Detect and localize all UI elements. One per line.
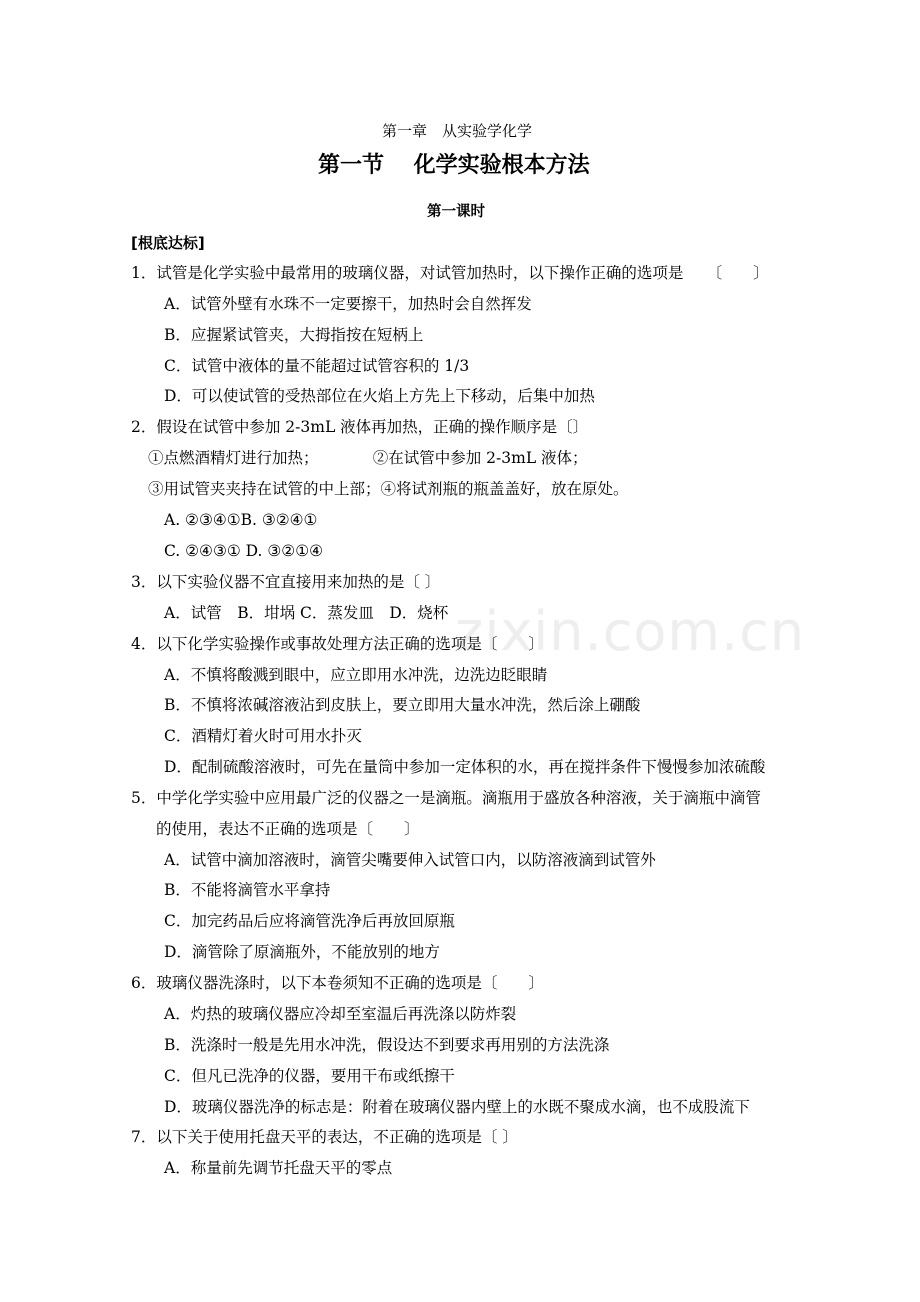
option-1b: B．应握紧试管夹，大拇指按在短柄上: [164, 326, 424, 344]
question-5: 5．中学化学实验中应用最广泛的仪器之一是滴瓶。滴瓶用于盛放各种溶液，关于滴瓶中滴管: [131, 789, 761, 807]
chapter-title: 第一章 从实验学化学: [382, 122, 533, 140]
option-4d: D．配制硫酸溶液时，可先在量筒中参加一定体积的水，再在搅拌条件下慢慢参加浓硫酸: [164, 758, 766, 776]
option-6d: D．玻璃仪器洗净的标志是：附着在玻璃仪器内壁上的水既不聚成水滴，也不成股流下: [164, 1098, 750, 1116]
question-7: 7．以下关于使用托盘天平的表达，不正确的选项是〔 〕: [131, 1128, 518, 1146]
question-2-steps-1: ①点燃酒精灯进行加热； ②在试管中参加 2-3mL 液体；: [148, 449, 588, 467]
question-3: 3．以下实验仪器不宜直接用来加热的是〔 〕: [131, 573, 441, 591]
option-1d: D．可以使试管的受热部位在火焰上方先上下移动，后集中加热: [164, 387, 595, 405]
question-6: 6．玻璃仪器洗涤时，以下本卷须知不正确的选项是〔 〕: [131, 974, 544, 992]
option-7a: A．称量前先调节托盘天平的零点: [164, 1159, 393, 1177]
question-2: 2．假设在试管中参加 2-3mL 液体再加热，正确的操作顺序是〔〕: [131, 418, 589, 436]
option-5c: C．加完药品后应将滴管洗净后再放回原瓶: [164, 912, 455, 930]
option-1c: C．试管中液体的量不能超过试管容积的 1/3: [164, 357, 470, 375]
option-1a: A．试管外壁有水珠不一定要擦干，加热时会自然挥发: [164, 295, 532, 313]
option-6a: A．灼热的玻璃仪器应冷却至室温后再洗涤以防炸裂: [164, 1005, 517, 1023]
question-4: 4．以下化学实验操作或事故处理方法正确的选项是〔 〕: [131, 635, 544, 653]
option-3: A．试管 B．坩埚 C．蒸发皿 D．烧杯: [164, 604, 449, 622]
option-5d: D．滴管除了原滴瓶外，不能放别的地方: [164, 943, 440, 961]
option-2cd: C. ②④③① D. ③②①④: [164, 542, 323, 560]
option-4c: C．酒精灯着火时可用水扑灭: [164, 727, 362, 745]
question-5-cont: 的使用，表达不正确的选项是〔 〕: [156, 820, 420, 838]
option-5b: B．不能将滴管水平拿持: [164, 881, 331, 899]
section-heading: [根底达标]: [131, 234, 205, 252]
watermark: zixin.com.cn: [455, 600, 806, 663]
question-2-steps-2: ③用试管夹夹持在试管的中上部；④将试剂瓶的瓶盖盖好，放在原处。: [148, 480, 629, 498]
section-title: 第一节 化学实验根本方法: [318, 153, 590, 178]
lesson-title: 第一课时: [427, 204, 485, 220]
option-2ab: A. ②③④①B. ③②④①: [164, 511, 318, 529]
option-5a: A．试管中滴加溶液时，滴管尖嘴要伸入试管口内，以防溶液滴到试管外: [164, 851, 656, 869]
option-4a: A．不慎将酸溅到眼中，应立即用水冲洗，边洗边眨眼睛: [164, 666, 548, 684]
question-1: 1．试管是化学实验中最常用的玻璃仪器，对试管加热时，以下操作正确的选项是 〔 〕: [131, 264, 769, 282]
option-6b: B．洗涤时一般是先用水冲洗，假设达不到要求再用别的方法洗涤: [164, 1036, 610, 1054]
option-6c: C．但凡已洗净的仪器，要用干布或纸擦干: [164, 1067, 455, 1085]
option-4b: B．不慎将浓碱溶液沾到皮肤上，要立即用大量水冲洗，然后涂上硼酸: [164, 696, 641, 714]
